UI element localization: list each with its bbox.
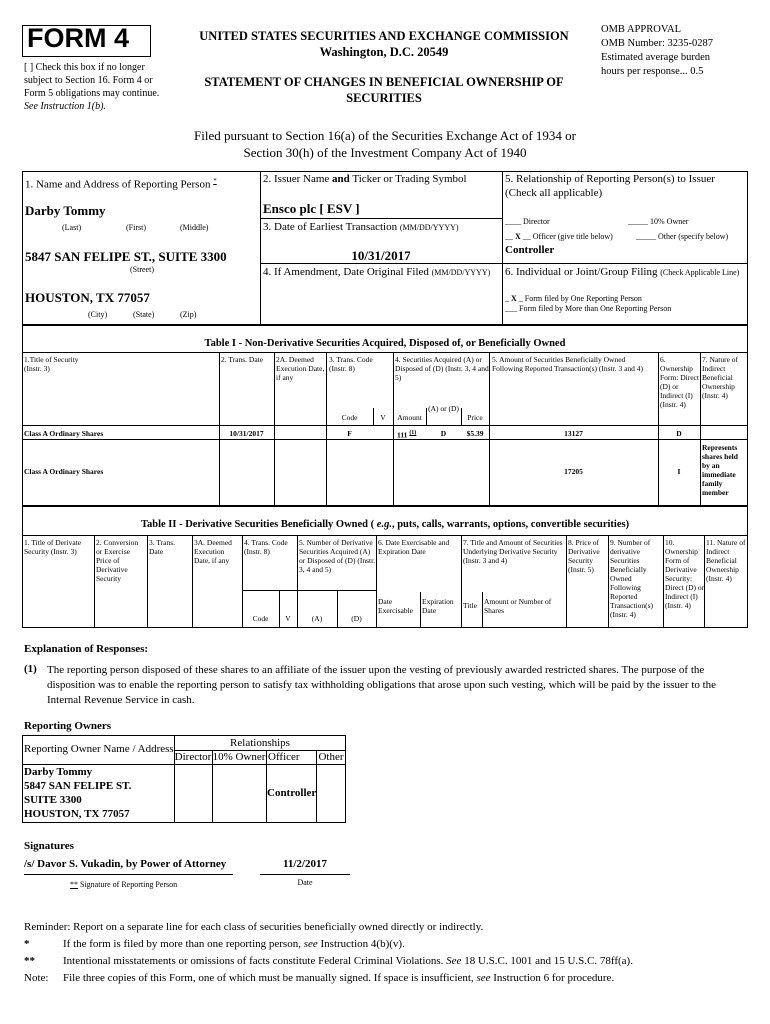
t1-r2-owned: 17205 — [564, 467, 583, 476]
reporting-person-name: Darby Tommy — [25, 203, 106, 218]
last-label: (Last) — [62, 223, 82, 232]
t2-h10: 10. Ownership Form of Derivative Security: Direct (D) or Indirect (I) (Instr. 4) — [665, 538, 705, 610]
t2-sub-d: (D) — [351, 614, 362, 623]
t2-sub-code: Code — [252, 614, 269, 623]
owner-line1: Darby Tommy — [24, 766, 93, 778]
street-address: 5847 SAN FELIPE ST., SUITE 3300 — [25, 249, 227, 264]
statement-title-1: STATEMENT OF CHANGES IN BENEFICIAL OWNERSHIP OF — [204, 75, 564, 89]
t2-h4: 4. Trans. Code (Instr. 8) — [244, 538, 288, 556]
t1-r2-title: Class A Ordinary Shares — [24, 467, 104, 476]
omb-hours: hours per response... 0.5 — [601, 66, 704, 77]
form-title: FORM 4 — [27, 23, 130, 53]
t2-h7: 7. Title and Amount of Securities Underlying Derivative Security (Instr. 3 and 4) — [463, 538, 563, 565]
omb-burden: Estimated average burden — [601, 52, 711, 63]
owners-col-name: Reporting Owner Name / Address — [24, 743, 174, 755]
t1-sub-code: Code — [341, 413, 358, 422]
t1-h7: 7. Nature of Indirect Beneficial Ownership (Instr. 4) — [702, 355, 739, 400]
t1-sub-aord: (A) or (D) — [428, 404, 459, 413]
note-label: Note: — [24, 972, 49, 984]
note-text: File three copies of this Form, one of which must be manually signed. If space is insufficient, see Instruction 6 for procedure. — [63, 972, 615, 984]
t1-sub-v: V — [380, 413, 386, 422]
t1-r1-date: 10/31/2017 — [229, 429, 264, 438]
omb-number: OMB Number: 3235-0287 — [601, 38, 713, 49]
t2-h8: 8. Price of Derivative Security (Instr. 5) — [568, 538, 600, 574]
t2-sub-exp: Expiration Date — [422, 597, 454, 615]
t2-sub-title: Title — [463, 601, 477, 610]
omb-approval: OMB APPROVAL — [601, 24, 682, 35]
t2-h9: 9. Number of derivative Securities Beneficially Owned Following Reported Transaction(s) (Instr. 4) — [610, 538, 654, 619]
t1-h6: 6. Ownership Form: Direct (D) or Indirect (I) (Instr. 4) — [660, 355, 699, 409]
explanation-heading: Explanation of Responses: — [24, 643, 149, 655]
star-mark: * — [24, 938, 30, 950]
t1-r1-price: $5.39 — [466, 429, 484, 438]
t2-h11: 11. Nature of Indirect Beneficial Ownership (Instr. 4) — [706, 538, 746, 583]
t2-sub-exer: Date Exercisable — [378, 597, 413, 615]
owners-heading: Reporting Owners — [24, 720, 112, 732]
owners-col-officer: Officer — [268, 751, 300, 763]
t1-r1-title: Class A Ordinary Shares — [24, 429, 104, 438]
t2-h3a: 3A. Deemed Execution Date, if any — [194, 538, 232, 565]
t1-r1-amount: 111 $^{(1)}$ — [397, 430, 417, 440]
t1-r1-aord: D — [440, 429, 447, 438]
more-person-checkbox[interactable]: ___ Form filed by More than One Reporting Person — [505, 304, 672, 313]
t1-h4: 4. Securities Acquired (A) or Disposed of (D) (Instr. 3, 4 and 5) — [395, 355, 489, 382]
box5-sub: (Check all applicable) — [505, 187, 603, 199]
star-text: If the form is filed by more than one reporting person, see Instruction 4(b)(v). — [63, 938, 405, 950]
date-label: Date — [297, 878, 313, 887]
double-star-mark: ** — [24, 955, 35, 967]
statement-title-2: SECURITIES — [346, 91, 422, 105]
t1-r1-code: F — [347, 429, 352, 438]
footnote-number: (1) — [24, 663, 37, 675]
check-box-text[interactable] — [24, 61, 174, 113]
owners-col-other: Other — [318, 751, 344, 763]
t1-r2-form: I — [677, 467, 681, 476]
t2-sub-v: V — [285, 614, 291, 623]
zip-label: (Zip) — [180, 310, 197, 319]
street-label: (Street) — [130, 265, 154, 274]
issuer-name: Ensco plc [ ESV ] — [263, 201, 360, 216]
t1-h5: 5. Amount of Securities Beneficially Owned Following Reported Transaction(s) (Instr. 3 and 4) — [492, 355, 644, 373]
signature-label: ** Signature of Reporting Person — [70, 880, 178, 889]
see-instruction: See Instruction 1(b). — [24, 101, 106, 112]
owner-line3: SUITE 3300 — [24, 794, 82, 806]
box3-label: 3. Date of Earliest Transaction (MM/DD/YYYY) — [263, 221, 459, 233]
check-box-label: [ ] Check this box if no longer subject to Section 16. Form 4 or Form 5 obligations may continue. — [24, 62, 160, 99]
t1-h1: 1.Title of Security (Instr. 3) — [24, 355, 79, 373]
owner-line4: HOUSTON, TX 77057 — [24, 808, 130, 820]
t2-h5: 5. Number of Derivative Securities Acquired (A) or Disposed of (D) (Instr. 3, 4 and 5) — [299, 538, 376, 574]
t1-r1-owned: 13127 — [564, 429, 583, 438]
box5-label: 5. Relationship of Reporting Person(s) to Issuer — [505, 173, 715, 185]
t1-h3: 3. Trans. Code (Instr. 8) — [329, 355, 373, 373]
signer-name: /s/ Davor S. Vukadin, by Power of Attorney — [24, 858, 227, 870]
t2-h1: 1. Title of Derivate Security (Instr. 3) — [24, 538, 82, 556]
signatures-heading: Signatures — [24, 840, 74, 852]
owner-officer-value: Controller — [267, 787, 317, 799]
city-state-zip: HOUSTON, TX 77057 — [25, 290, 150, 305]
officer-title: Controller — [505, 244, 555, 256]
t2-h3: 3. Trans. Date — [149, 538, 176, 556]
t2-h6: 6. Date Exercisable and Expiration Date — [378, 538, 450, 556]
signature-date: 11/2/2017 — [282, 858, 327, 870]
sec-location: Washington, D.C. 20549 — [319, 45, 449, 59]
box6-label: 6. Individual or Joint/Group Filing (Check Applicable Line) — [505, 266, 740, 278]
owners-col-ten: 10% Owner — [212, 751, 266, 763]
other-checkbox[interactable]: _____ Other (specify below) — [636, 232, 729, 241]
middle-label: (Middle) — [180, 223, 209, 232]
footnote-text: The reporting person disposed of these shares to an affiliate of the issuer upon the vesting of previously awarded restricted shares. The purpose of the disposition was to enable the reporting person to satisfy tax withholding obligations that arose upon such vesting, which will be paid by the issuer to the Internal Revenue Service in cash. — [47, 664, 717, 706]
owners-relationships: Relationships — [230, 737, 290, 749]
t1-r1-form: D — [676, 429, 682, 438]
filed-pursuant-2: Section 30(h) of the Investment Company Act of 1940 — [243, 145, 527, 160]
t1-sub-price: Price — [467, 413, 483, 422]
officer-checkbox[interactable]: __ X __ Officer (give title below) — [505, 232, 613, 241]
t2-sub-a: (A) — [311, 614, 323, 623]
ten-pct-owner-checkbox[interactable]: _____ 10% Owner — [628, 217, 689, 226]
t1-sub-amount: Amount — [397, 413, 422, 422]
box4-label: 4. If Amendment, Date Original Filed (MM/DD/YYYY) — [263, 266, 491, 278]
table1-title: Table I - Non-Derivative Securities Acquired, Disposed of, or Beneficially Owned — [204, 338, 566, 349]
one-person-checkbox[interactable]: _ X _ Form filed by One Reporting Person — [505, 294, 642, 303]
t2-sub-amt: Amount or Number of Shares — [484, 597, 552, 615]
first-label: (First) — [126, 223, 146, 232]
box2-label: 2. Issuer Name and Ticker or Trading Symbol — [263, 173, 467, 185]
earliest-transaction-date: 10/31/2017 — [351, 248, 411, 263]
filed-pursuant-1: Filed pursuant to Section 16(a) of the Securities Exchange Act of 1934 or — [194, 128, 576, 143]
t1-h2a: 2A. Deemed Execution Date, if any — [276, 355, 325, 382]
city-label: (City) — [88, 310, 108, 319]
state-label: (State) — [133, 310, 155, 319]
sec-name: UNITED STATES SECURITIES AND EXCHANGE COMMISSION — [199, 29, 569, 43]
t2-h2: 2. Conversion or Exercise Price of Derivative Security — [96, 538, 139, 583]
double-star-text: Intentional misstatements or omissions of facts constitute Federal Criminal Violations. See 18 U.S.C. 1001 and 15 U.S.C. 78ff(a). — [63, 955, 633, 967]
reminder: Reminder: Report on a separate line for each class of securities beneficially owned directly or indirectly. — [24, 921, 484, 933]
director-checkbox[interactable]: ____ Director — [505, 217, 550, 226]
box1-label: 1. Name and Address of Reporting Person * — [25, 177, 217, 191]
table2-title: Table II - Derivative Securities Beneficially Owned ( e.g., puts, calls, warrants, options, convertible securities) — [140, 519, 630, 530]
t1-r2-nature: Represents shares held by an immediate family member — [702, 443, 738, 497]
owners-col-director: Director — [174, 751, 212, 763]
t1-h2: 2. Trans. Date — [221, 355, 264, 364]
owner-line2: 5847 SAN FELIPE ST. — [24, 780, 132, 792]
